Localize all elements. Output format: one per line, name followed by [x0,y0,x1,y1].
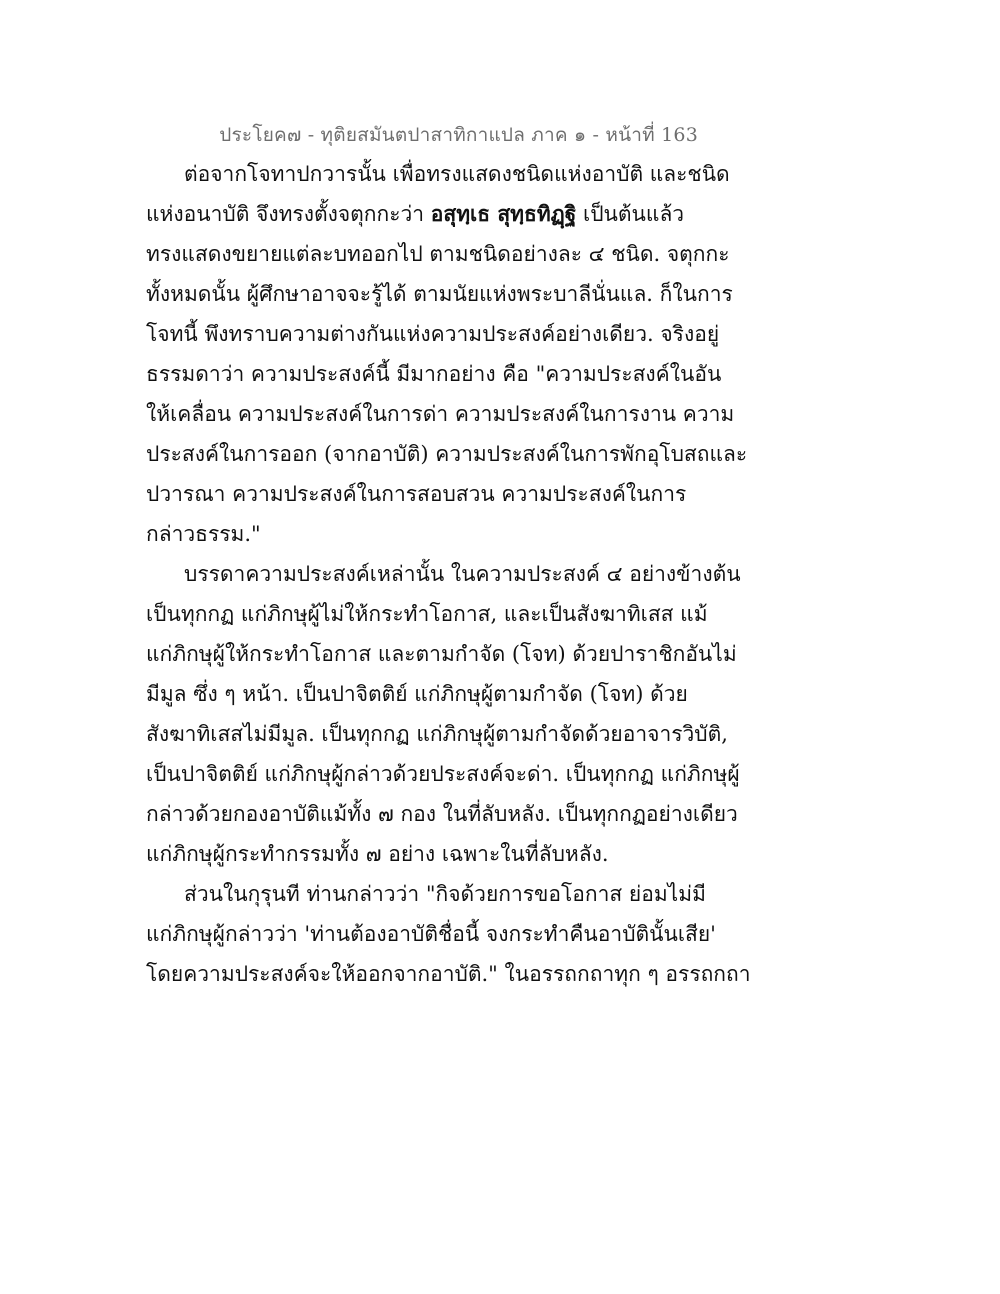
paragraph-1-line-2 [146,194,694,234]
paragraph-1-line-8: ประสงค์ในการออก (จากอาบัติ) ความประสงค์ในการพักอุโบสถและ [146,442,748,466]
pali-term-bold: อสุทฺเธ สุทฺธทิฏฺฐิ [430,201,577,226]
paragraph-1-line-6: ธรรมดาว่า ความประสงค์นี้ มีมากอย่าง คือ "ความประสงค์ในอัน [146,362,722,386]
paragraph-2-line-8: แก่ภิกษุผู้กระทำกรรมทั้ง ๗ อย่าง เฉพาะในที่ลับหลัง. [146,842,609,866]
paragraph-1-line-3: ทรงแสดงขยายแต่ละบทออกไป ตามชนิดอย่างละ ๔ ชนิด. จตุกกะ [146,242,730,266]
paragraph-1-line-4: ทั้งหมดนั้น ผู้ศึกษาอาจจะรู้ได้ ตามนัยแห่งพระบาลีนั่นแล. ก็ในการ [146,282,733,306]
body-text [146,154,751,994]
paragraph-1-line-9: ปวารณา ความประสงค์ในการสอบสวน ความประสงค์ในการ [146,482,687,506]
text-segment: แห่งอนาบัติ จึงทรงตั้งจตุกกะว่า [146,202,431,226]
paragraph-2-line-1: บรรดาความประสงค์เหล่านั้น ในความประสงค์ ๔ อย่างข้างต้น [184,562,741,586]
page-header: ประโยค๗ - ทุติยสมันตปาสาทิกาแปล ภาค ๑ - หน้าที่ 163 [219,124,698,146]
paragraph-1-line-1: ต่อจากโจทาปกวารนั้น เพื่อทรงแสดงชนิดแห่งอาบัติ และชนิด [184,162,730,186]
paragraph-2-line-3: แก่ภิกษุผู้ให้กระทำโอกาส และตามกำจัด (โจท) ด้วยปาราชิกอันไม่ [146,642,737,666]
paragraph-2-line-7: กล่าวด้วยกองอาบัติแม้ทั้ง ๗ กอง ในที่ลับหลัง. เป็นทุกกฏอย่างเดียว [146,802,738,826]
paragraph-2-line-6: เป็นปาจิตติย์ แก่ภิกษุผู้กล่าวด้วยประสงค์จะด่า. เป็นทุกกฏ แก่ภิกษุผู้ [146,762,740,786]
paragraph-2-line-2: เป็นทุกกฏ แก่ภิกษุผู้ไม่ให้กระทำโอกาส, และเป็นสังฆาทิเสส แม้ [146,602,708,626]
text-segment: เป็นต้นแล้ว [576,202,685,226]
paragraph-3-line-1: ส่วนในกุรุนที ท่านกล่าวว่า "กิจด้วยการขอโอกาส ย่อมไม่มี [184,882,706,906]
paragraph-1-line-5: โจทนี้ พึงทราบความต่างกันแห่งความประสงค์อย่างเดียว. จริงอยู่ [146,322,720,346]
paragraph-1-line-7: ให้เคลื่อน ความประสงค์ในการด่า ความประสงค์ในการงาน ความ [146,402,735,426]
paragraph-1-line-10: กล่าวธรรม." [146,522,261,546]
paragraph-2-line-4: มีมูล ซึ่ง ๆ หน้า. เป็นปาจิตติย์ แก่ภิกษุผู้ตามกำจัด (โจท) ด้วย [146,682,688,706]
paragraph-3-line-2: แก่ภิกษุผู้กล่าวว่า 'ท่านต้องอาบัติชื่อนี้ จงกระทำคืนอาบัตินั้นเสีย' [146,922,716,946]
paragraph-3-line-3: โดยความประสงค์จะให้ออกจากอาบัติ." ในอรรถกถาทุก ๆ อรรถกถา [146,962,751,986]
paragraph-2-line-5: สังฆาทิเสสไม่มีมูล. เป็นทุกกฏ แก่ภิกษุผู้ตามกำจัดด้วยอาจารวิบัติ, [146,722,728,746]
